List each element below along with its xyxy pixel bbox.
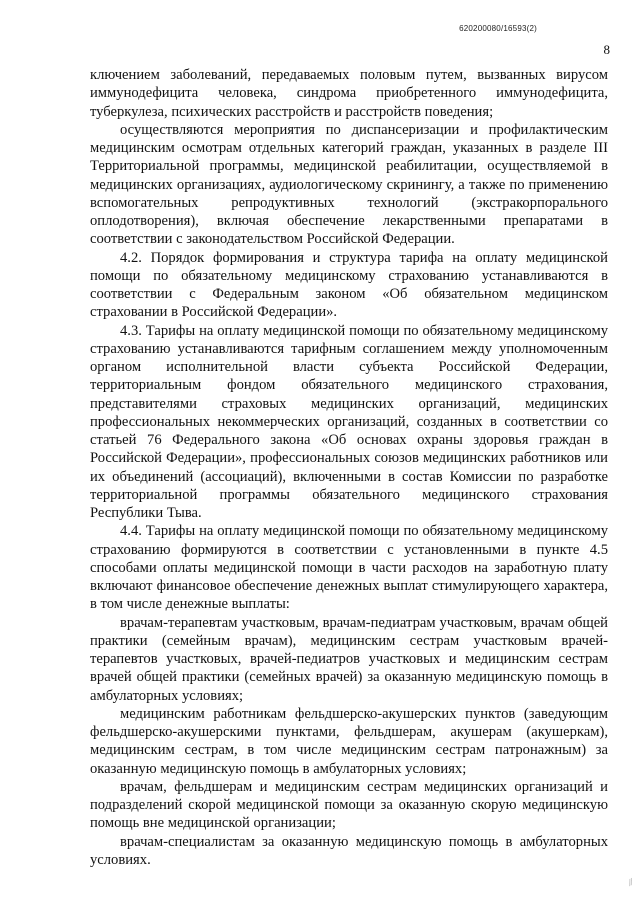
paragraph-4-2: 4.2. Порядок формирования и структура тарифа на оплату медицинской помощи по обязательному медицинскому страхованию устанавливаются в соответствии с Федеральным законом «Об обязательном медицинском страховании в Российской Федерации». xyxy=(90,249,608,321)
corner-signature-mark: ⁄⁄ xyxy=(626,877,635,887)
paragraph-dispensary: осуществляются мероприятия по диспансеризации и профилактическим медицинским осмотрам отдельных категорий граждан, указанных в разделе III Территориальной программы, медицинской реабилитации, осуществляемой в медицинских организациях, аудиологическому скринингу, а также по применению вспомогательных репродуктивных технологий (экстракорпорального оплодотворения), включая обеспечение лекарственными препаратами в соответствии с законодательством Российской Федерации. xyxy=(90,121,608,248)
paragraph-specialists: врачам-специалистам за оказанную медицинскую помощь в амбулаторных условиях. xyxy=(90,833,608,868)
paragraph-continuation: ключением заболеваний, передаваемых половым путем, вызванных вирусом иммунодефицита человека, синдрома приобретенного иммунодефицита, туберкулеза, психических расстройств и расстройств поведения; xyxy=(90,67,608,120)
paragraph-4-4: 4.4. Тарифы на оплату медицинской помощи по обязательному медицинскому страхованию формируются в соответствии с установленными в пункте 4.5 способами оплаты медицинской помощи в части расходов на заработную плату включают финансовое обеспечение денежных выплат стимулирующего характера, в том числе денежные выплаты: xyxy=(90,523,608,613)
page-number: 8 xyxy=(603,42,610,57)
paragraph-therapists: врачам-терапевтам участковым, врачам-педиатрам участковым, врачам общей практики (семейным врачам), медицинским сестрам участковым врачей-терапевтов участковых, врачей-педиатров участковых и медицинским сестрам врачей общей практики (семейных врачей) за оказанную медицинскую помощь в амбулаторных условиях; xyxy=(90,614,608,704)
paragraph-4-3: 4.3. Тарифы на оплату медицинской помощи по обязательному медицинскому страхованию устанавливаются тарифным соглашением между уполномоченным органом исполнительной власти субъекта Российской Федерации, территориальным фондом обязательного медицинского страхования, представителями страховых медицинских организаций, медицинских профессиональных некоммерческих организаций, созданных в соответствии со статьей 76 Федерального закона «Об основах охраны здоровья граждан в Российской Федерации», профессиональных союзов медицинских работников или их объединений (ассоциаций), включенными в состав Комиссии по разработке территориальной программы обязательного медицинского страхования Республики Тыва. xyxy=(90,322,608,521)
paragraph-feldsher-stations: медицинским работникам фельдшерско-акушерских пунктов (заведующим фельдшерско-акушерскими пунктами, фельдшерам, акушерам (акушеркам), медицинским сестрам, в том числе медицинским сестрам патронажным) за оказанную медицинскую помощь в амбулаторных условиях; xyxy=(90,705,608,777)
document-body xyxy=(90,66,608,869)
paragraph-ambulance: врачам, фельдшерам и медицинским сестрам медицинских организаций и подразделений скорой медицинской помощи за оказанную скорую медицинскую помощь вне медицинской организации; xyxy=(90,778,608,832)
document-id: 620200080/16593(2) xyxy=(459,24,537,33)
